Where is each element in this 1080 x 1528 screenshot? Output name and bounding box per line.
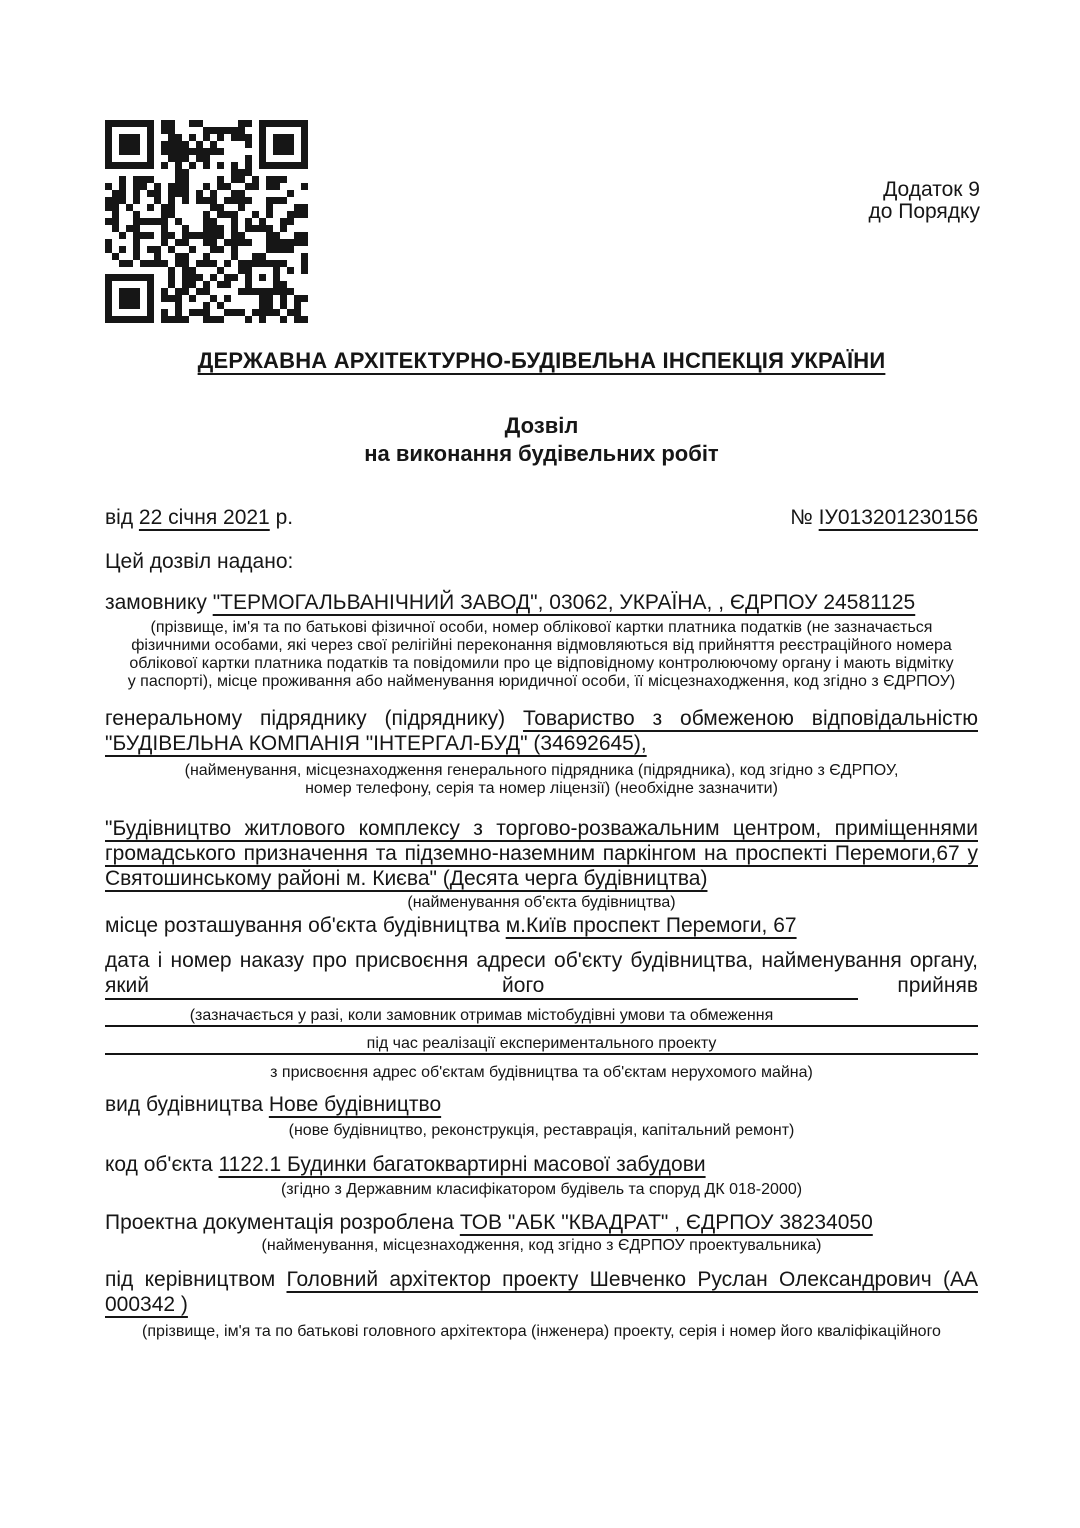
order-caption-1: (зазначається у разі, коли замовник отримав містобудівні умови та обмеження bbox=[189, 1007, 774, 1024]
object-code-caption: (згідно з Державним класифікатором будівель та споруд ДК 018-2000) bbox=[280, 1181, 803, 1198]
supervisor-caption: (прізвище, ім'я та по батькові головного архітектора (інженера) проекту, серія і номер його кваліфікаційного bbox=[142, 1323, 941, 1340]
object-code-label: код об'єкта bbox=[105, 1153, 213, 1176]
construction-type-line bbox=[105, 1092, 978, 1118]
title-line2: на виконання будівельних робіт bbox=[364, 441, 719, 466]
location-label: місце розташування об'єкта будівництва bbox=[105, 914, 500, 937]
project-docs-label: Проектна документація розроблена bbox=[105, 1211, 454, 1234]
document-title bbox=[105, 412, 978, 468]
document-number: № ІУ013201230156 bbox=[790, 506, 978, 529]
object-code-line bbox=[105, 1152, 978, 1178]
appendix-line2: до Порядку bbox=[868, 200, 980, 223]
object-code-value: 1122.1 Будинки багатоквартирні масової забудови bbox=[218, 1153, 706, 1176]
meta-row bbox=[105, 504, 978, 531]
construction-type-caption: (нове будівництво, реконструкція, реставрація, капітальний ремонт) bbox=[288, 1122, 795, 1139]
contractor-value: Товариство з обмеженою відповідальністю "БУДІВЕЛЬНА КОМПАНІЯ "ІНТЕРГАЛ-БУД" (34692645), bbox=[105, 707, 978, 755]
customer-caption: (прізвище, ім'я та по батькові фізичної особи, номер облікової картки платника податків (не зазначається фізичними особами, які через свої релігійні переконання відмовляються від прийняття реєстраційного номера облікової картки платника податків та повідомили про це відповідному контролюючому органу і мають відмітку у паспорті), місце проживання або найменування юридичної особи, її місцезнаходження, код згідно з ЄДРПОУ) bbox=[127, 619, 956, 690]
construction-type-label: вид будівництва bbox=[105, 1093, 263, 1116]
construction-type-value: Нове будівництво bbox=[268, 1093, 442, 1116]
supervisor-line bbox=[105, 1267, 978, 1317]
customer-line bbox=[105, 590, 978, 615]
intro-line: Цей дозвіл надано: bbox=[105, 550, 294, 573]
blank-fill-line bbox=[105, 1053, 978, 1055]
order-caption-3: з присвоєння адрес об'єктам будівництва та об'єктам нерухомого майна) bbox=[270, 1064, 813, 1081]
issue-date: від 22 січня 2021 р. bbox=[105, 506, 294, 529]
object-name-value: "Будівництво житлового комплексу з торгово-розважальним центром, приміщеннями громадського призначення та підземно-наземним паркінгом на проспекті Перемоги,67 у Святошинському районі м. Києва" (Десята черга будівництва) bbox=[105, 817, 978, 890]
document-content bbox=[105, 0, 978, 1341]
object-name-caption: (найменування об'єкта будівництва) bbox=[407, 894, 676, 911]
blank-fill-line bbox=[105, 998, 858, 1000]
supervisor-label: під керівництвом bbox=[105, 1268, 276, 1291]
issue-date-value: 22 січня 2021 bbox=[138, 506, 270, 529]
supervisor-value: Головний архітектор проекту Шевченко Руслан Олександрович (АА 000342 ) bbox=[105, 1268, 978, 1316]
location-line bbox=[105, 913, 978, 939]
appendix-line1: Додаток 9 bbox=[883, 178, 980, 201]
contractor-label: генеральному підряднику (підряднику) bbox=[105, 707, 506, 730]
project-docs-value: ТОВ "АБК "КВАДРАТ" , ЄДРПОУ 38234050 bbox=[459, 1211, 873, 1234]
location-value: м.Київ проспект Перемоги, 67 bbox=[505, 914, 797, 937]
order-line: дата і номер наказу про присвоєння адреси об'єкту будівництва, найменування органу, який його прийняв bbox=[105, 949, 978, 997]
project-docs-line bbox=[105, 1210, 978, 1236]
blank-fill-line bbox=[105, 1025, 978, 1027]
contractor-line bbox=[105, 706, 978, 756]
project-docs-caption: (найменування, місцезнаходження, код згідно з ЄДРПОУ проектувальника) bbox=[261, 1237, 822, 1254]
order-caption-2: під час реалізації експериментального проекту bbox=[366, 1035, 717, 1052]
object-name-line bbox=[105, 816, 978, 891]
customer-value: "ТЕРМОГАЛЬВАНІЧНИЙ ЗАВОД", 03062, УКРАЇНА, , ЄДРПОУ 24581125 bbox=[212, 591, 916, 614]
authority-name: ДЕРЖАВНА АРХІТЕКТУРНО-БУДІВЕЛЬНА ІНСПЕКЦІЯ УКРАЇНИ bbox=[197, 348, 886, 373]
title-line1: Дозвіл bbox=[504, 413, 579, 438]
contractor-caption: (найменування, місцезнаходження генерального підрядника (підрядника), код згідно з ЄДРПОУ, номер телефону, серія та номер ліцензії) (необхідне зазначити) bbox=[184, 762, 899, 797]
document-number-value: ІУ013201230156 bbox=[818, 506, 978, 529]
customer-label: замовнику bbox=[105, 591, 207, 614]
